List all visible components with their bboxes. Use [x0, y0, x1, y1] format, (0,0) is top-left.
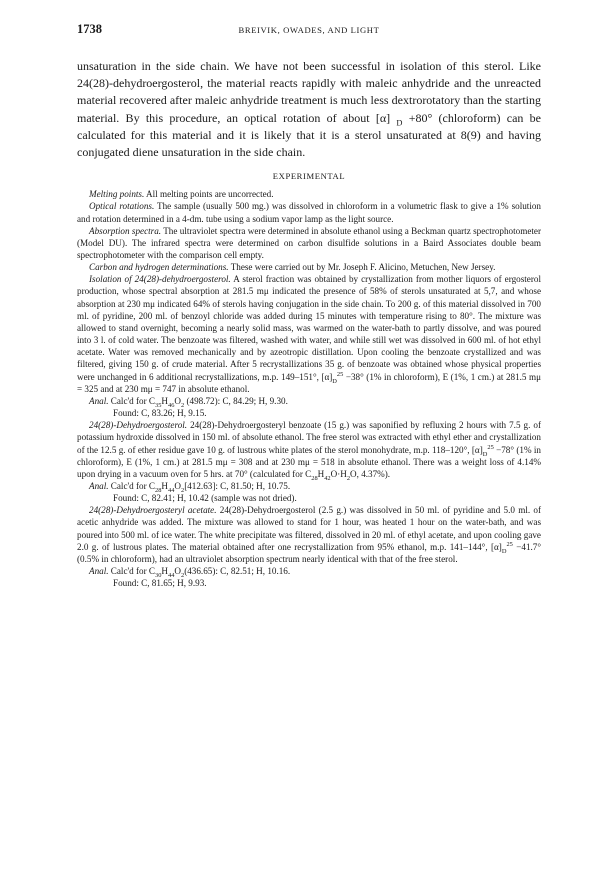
experimental-body	[77, 188, 541, 589]
analysis-calculated-2: Anal. Calc'd for $C_{28}H_{44}O_2[412.63]$: C, 81.50; H, 10.75.	[89, 480, 291, 494]
section-heading-experimental: EXPERIMENTAL	[272, 171, 346, 182]
paragraph-absorption-spectra: Absorption spectra. The ultraviolet spectra were determined in absolute ethanol using a Beckman quartz spectrophotometer (Model DU). The infrared spectra were determined on carbon disulfide solutions in a Baird Associates double beam spectrophotometer with the comparison cell empty.	[77, 225, 541, 260]
analysis-found-1: Found: C, 83.26; H, 9.15.	[113, 408, 207, 419]
paragraph-dehydroergosterol: 24(28)-Dehydroergosterol. 24(28)-Dehydroergosteryl benzoate (15 g.) was saponified by refluxing 2 hours with 7.5 g. of potassium hydroxide dissolved in 150 ml. of absolute ethanol. The free sterol was extracted with ethyl ether and crystallization of the 12.5 g. of ether residue gave 10 g. of lustrous white plates of the sterol monohydrate, m.p. 118–120°, $[\alpha]_D^{25} -78^\circ$ (1% in chloroform), E (1%, 1 cm.) at 281.5 mμ = 308 and at 230 mμ = 518 in absolute ethanol. There was a weight loss of 4.14% upon drying in a vacuum oven for 5 hrs. at 70° (calculated for $C_{28}H_{42}O\cdot H_2O$, 4.37%).	[77, 420, 541, 482]
paragraph-carbon-hydrogen: Carbon and hydrogen determinations. These were carried out by Mr. Joseph F. Alicino, Metuchen, New Jersey.	[89, 262, 496, 273]
paragraph-isolation: Isolation of 24(28)-dehydroergosterol. A sterol fraction was obtained by crystallization from mother liquors of ergosterol production, whose spectral absorption at 281.5 mμ indicated the presence of 58% of sterols unsaturated at 5,7, and whose absorption at 230 mμ indicated 64% of sterols having conjugation in the side chain. To 200 g. of this material dissolved in 700 ml. of pyridine, 200 ml. of benzoyl chloride was added during 15 minutes with temperature rising to 80°. The mixture was allowed to stand overnight, becoming a nearly solid mass, was warmed on the water-bath to partly dissolve, and was poured into 3 l. of cold water. The benzoate was filtered, washed with water, and while still wet was dissolved in 600 ml. of hot ethyl acetate. Water was removed mechanically and by azeotropic distillation. Upon cooling the benzoate crystallized and was filtered, giving 150 g. of crude material. After 5 recrystallizations 35 g. of benzoate was obtained whose physical properties were unchanged in 6 additional recrystallizations, m.p. 149–151°, $[\alpha]_D^{25} -38^\circ$ (1% in chloroform), E (1%, 1 cm.) at 281.5 mμ = 325 and at 230 mμ = 747 in absolute ethanol.	[77, 274, 541, 394]
analysis-found-3: Found: C, 81.65; H, 9.93.	[113, 578, 207, 589]
paragraph-melting-points: Melting points. All melting points are uncorrected.	[89, 189, 274, 200]
running-head	[77, 22, 541, 42]
paragraph-acetate: 24(28)-Dehydroergosteryl acetate. 24(28)-Dehydroergosterol (2.5 g.) was dissolved in 50 ml. of pyridine and 5.0 ml. of acetic anhydride was added. The mixture was allowed to stand for 1 hour, was heated 1 hour on the water-bath, and was poured into 500 ml. of ice water. The white precipitate was filtered, dissolved in 20 ml. of ethyl acetate, and upon cooling gave 2.0 g. of lustrous plates. The material obtained after one recrystallization from 95% ethanol, m.p. 141–144°, $[\alpha]_D^{25} -41.7^\circ$ (0.5% in chloroform), had an ultraviolet absorption spectrum nearly identical with that of the free sterol.	[77, 505, 541, 564]
running-head-authors: BREIVIK, OWADES, AND LIGHT	[238, 25, 380, 35]
analysis-calculated-3: Anal. Calc'd for $C_{30}H_{44}O_2(436.65)$: C, 82.51; H, 10.16.	[89, 566, 291, 579]
analysis-calculated-1: Anal. Calc'd for $C_{35}H_{46}O_2$ (498.72): C, 84.29; H, 9.30.	[89, 395, 288, 409]
analysis-found-2: Found: C, 82.41; H, 10.42 (sample was not dried).	[113, 493, 297, 504]
journal-page	[77, 22, 541, 589]
page-number: 1738	[77, 22, 102, 36]
intro-paragraph: unsaturation in the side chain. We have not been successful in isolation of this sterol. Like 24(28)-dehydroergosterol, the material reacts rapidly with maleic anhydride and the unreacted material recovered after maleic anhydride treatment is much less dextrorotatory than the starting material. By this procedure, an optical rotation of about [α] $_D$ +80° (chloroform) can be calculated for this material and it is likely that it is a sterol unsaturated at 8(9) and having conjugated diene unsaturation in the side chain.	[77, 59, 541, 160]
paragraph-optical-rotations: Optical rotations. The sample (usually 500 mg.) was dissolved in chloroform in a volumetric flask to give a 1% solution and rotation determined in a 4-dm. tube using a sodium vapor lamp as the light source.	[77, 201, 541, 224]
